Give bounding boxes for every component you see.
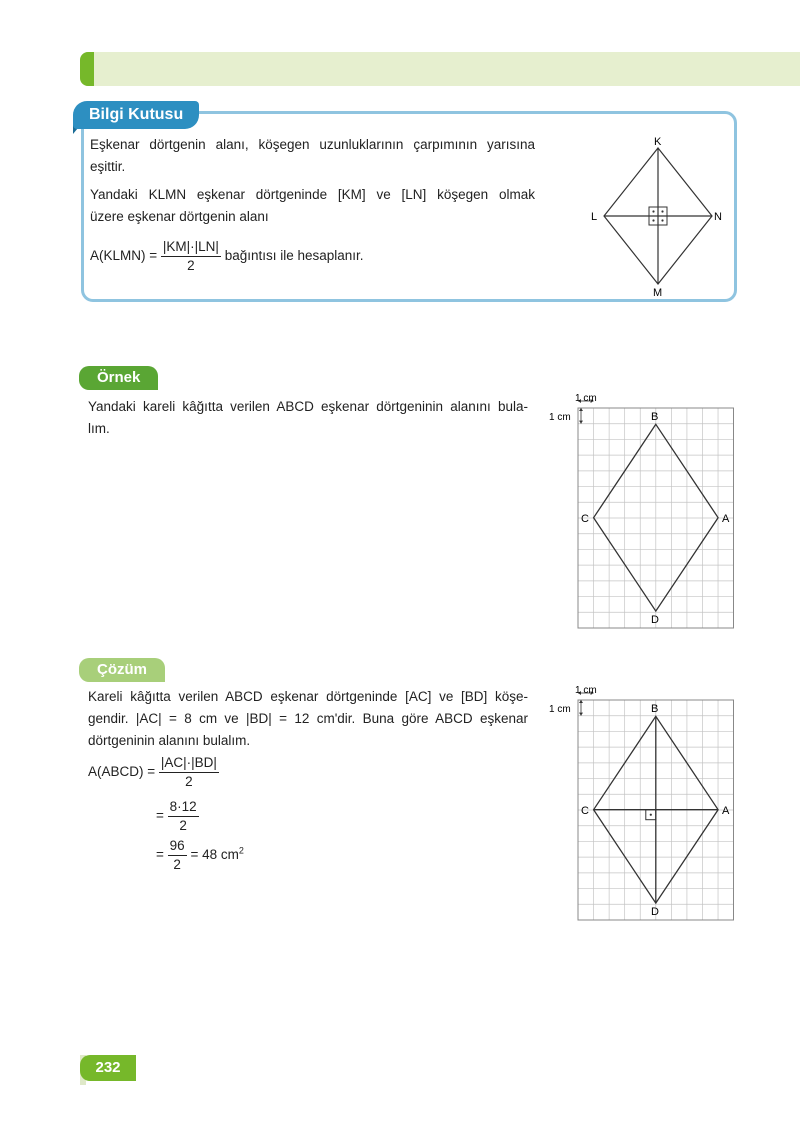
formula-lhs: A(KLMN) =: [90, 248, 158, 264]
solution-step-3: [156, 837, 244, 874]
unit-label-x: 1 cm: [575, 685, 597, 696]
step3-result: = 48 cm: [190, 847, 239, 863]
top-band-accent: [80, 52, 94, 86]
unit-label-y: 1 cm: [549, 704, 571, 715]
vertex-label-c: C: [581, 513, 589, 525]
angle-dot: [652, 210, 654, 212]
info-line: Eşkenar dörtgenin alanı, köşegen uzunluklarının çarpımının yarısına: [90, 137, 535, 152]
solution-line: gendir. |AC| = 8 cm ve |BD| = 12 cm'dir. Buna göre ABCD eşkenar: [88, 711, 528, 726]
info-box-title: Bilgi Kutusu: [73, 101, 199, 129]
example-text: [88, 396, 528, 440]
formula-tail: bağıntısı ile hesaplanır.: [224, 248, 364, 264]
info-line: eşittir.: [90, 159, 126, 174]
example-line: Yandaki kareli kâğıtta verilen ABCD eşkenar dörtgeninin alanını bula-: [88, 399, 528, 414]
vertex-label-n: N: [714, 211, 722, 223]
angle-dot: [661, 210, 663, 212]
info-paragraph-1: [90, 134, 535, 178]
step1-fraction: [159, 754, 219, 791]
angle-dot: [650, 814, 652, 816]
step3-denominator: 2: [173, 857, 181, 872]
example-grid-figure: [545, 390, 745, 630]
top-band: [80, 52, 800, 86]
example-title: Örnek: [79, 366, 158, 390]
formula-fraction: [161, 238, 221, 275]
formula-numerator: |KM|·|LN|: [161, 238, 221, 257]
info-formula: [90, 238, 364, 275]
step3-numerator: 96: [168, 837, 187, 856]
vertex-label-a: A: [722, 805, 730, 817]
vertex-label-d: D: [651, 614, 659, 626]
solution-text: [88, 686, 528, 752]
vertex-label-d: D: [651, 906, 659, 918]
step2-denominator: 2: [179, 818, 187, 833]
info-line: üzere eşkenar dörtgenin alanı: [90, 209, 269, 224]
page-number: 232: [80, 1055, 136, 1081]
step1-lhs: A(ABCD) =: [88, 764, 156, 780]
step2-equals: =: [156, 808, 164, 824]
solution-line: Kareli kâğıtta verilen ABCD eşkenar dörtgeninde [AC] ve [BD] köşe-: [88, 689, 528, 704]
solution-grid-figure: [545, 682, 745, 922]
vertex-label-m: M: [653, 287, 663, 299]
solution-line: dörtgeninin alanını bulalım.: [88, 733, 251, 748]
vertex-label-b: B: [651, 411, 659, 423]
unit-label-x: 1 cm: [575, 393, 597, 404]
step2-fraction: [168, 798, 199, 835]
vertex-label-k: K: [654, 136, 662, 148]
step3-exponent: 2: [238, 845, 244, 856]
grid-lines: [578, 408, 734, 628]
step3-equals: =: [156, 847, 164, 863]
vertex-label-b: B: [651, 703, 659, 715]
formula-denominator: 2: [187, 258, 195, 273]
step3-fraction: [168, 837, 187, 874]
solution-title: Çözüm: [79, 658, 165, 682]
solution-step-2: [156, 798, 199, 835]
vertex-label-a: A: [722, 513, 730, 525]
info-paragraph-2: [90, 184, 535, 228]
rhombus-klmn-diagram: [590, 134, 725, 300]
angle-dot: [652, 219, 654, 221]
vertex-label-l: L: [591, 211, 598, 223]
step1-denominator: 2: [185, 774, 193, 789]
unit-label-y: 1 cm: [549, 412, 571, 423]
angle-dot: [661, 219, 663, 221]
step1-numerator: |AC|·|BD|: [159, 754, 219, 773]
example-line: lım.: [88, 421, 110, 436]
step2-numerator: 8·12: [168, 798, 199, 817]
vertex-label-c: C: [581, 805, 589, 817]
solution-step-1: [88, 754, 219, 791]
info-line: Yandaki KLMN eşkenar dörtgeninde [KM] ve [LN] köşegen olmak: [90, 187, 535, 202]
